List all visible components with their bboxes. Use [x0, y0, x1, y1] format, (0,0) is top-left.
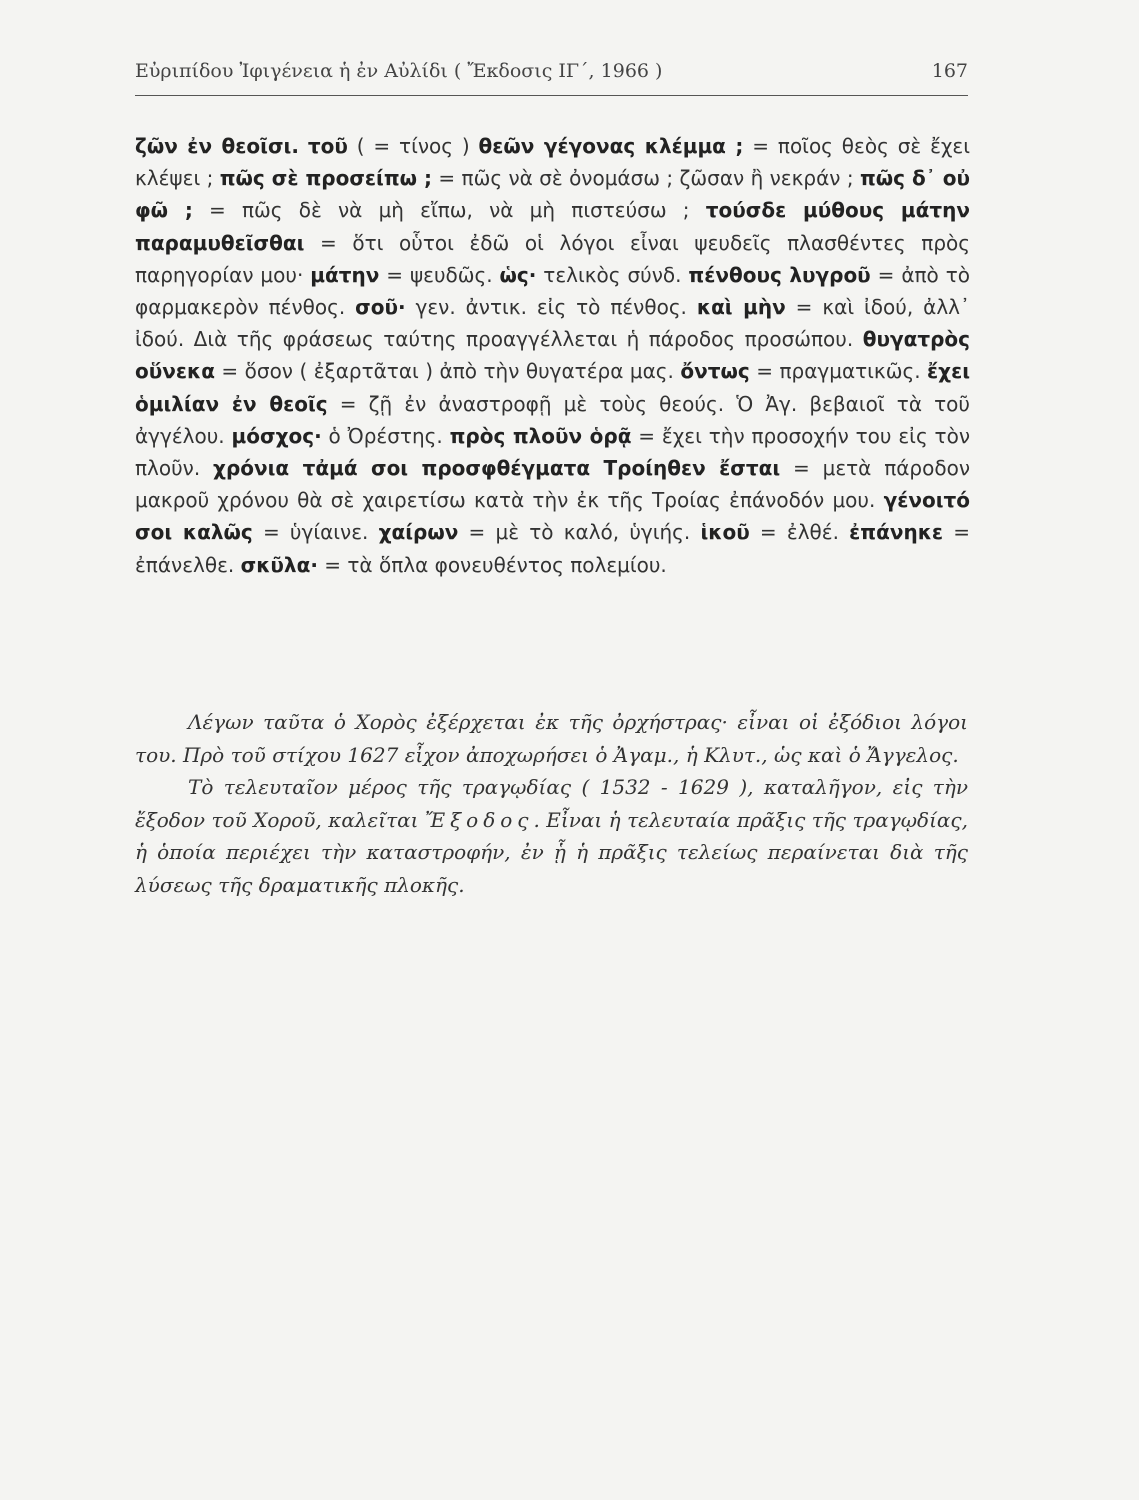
glossary-lemma: πένθους λυγροῦ — [688, 262, 871, 287]
glossary-lemma: μάτην — [310, 262, 380, 287]
glossary-explanation: ( = τίνος ) — [347, 134, 479, 158]
glossary-explanation: τελικὸς σύνδ. — [536, 262, 689, 287]
glossary-explanation: = πῶς νὰ σὲ ὀνομάσω ; ζῶσαν ἢ νεκράν ; — [432, 166, 860, 191]
glossary-paragraph — [135, 130, 970, 581]
glossary-lemma: πρὸς πλοῦν ὁρᾷ — [449, 423, 632, 448]
commentary-paragraph-1: Λέγων ταῦτα ὁ Χορὸς ἐξέρχεται ἐκ τῆς ὀρχήστρας· εἶναι οἱ ἐξόδιοι λόγοι του. Πρὸ τοῦ στίχου 1627 εἶχον ἀποχωρήσει ὁ Ἀγαμ., ἡ Κλυτ., ὡς καὶ ὁ Ἄγγελος. — [135, 710, 968, 767]
glossary-lemma: γένοιτό σοι καλῶς — [135, 488, 970, 545]
glossary-explanation: = τὰ ὅπλα φονευθέντος πολεμίου. — [317, 552, 667, 577]
glossary-explanation: γεν. ἀντικ. εἰς τὸ πένθος. — [405, 295, 697, 320]
glossary-lemma: πῶς δ᾽ οὐ φῶ ; — [135, 166, 970, 223]
glossary-explanation: = μετὰ πάροδον μακροῦ χρόνου θὰ σὲ χαιρετίσω κατὰ τὴν ἐκ τῆς Τροίας ἐπάνοδόν μου. — [135, 456, 970, 513]
glossary-lemma: σκῦλα· — [240, 552, 318, 577]
glossary-lemma: ἱκοῦ — [700, 520, 750, 545]
commentary — [135, 706, 968, 901]
glossary-lemma: καὶ μὴν — [696, 295, 786, 320]
glossary-explanation: = ἐπάνελθε. — [135, 520, 971, 577]
glossary-explanation: = ἐλθέ. — [749, 520, 850, 545]
glossary-explanation: = μὲ τὸ καλό, ὑγιής. — [458, 520, 701, 545]
header-rule — [135, 95, 968, 96]
glossary-lemma: θυγατρὸς οὕνεκα — [135, 327, 970, 384]
glossary-lemma: θεῶν γέγονας κλέμμα ; — [478, 134, 744, 158]
exodos-term: Ἔξοδος — [424, 807, 534, 832]
glossary-lemma: ὡς· — [499, 262, 537, 287]
glossary-lemma: μόσχος· — [231, 423, 322, 448]
glossary-lemma: τοῦ — [307, 134, 348, 158]
running-header — [135, 56, 968, 96]
glossary-explanation: = ζῇ ἐν ἀναστροφῇ μὲ τοὺς θεούς. Ὁ Ἀγ. βεβαιοῖ τὰ τοῦ ἀγγέλου. — [135, 391, 970, 448]
commentary-paragraph-2 — [135, 771, 968, 901]
glossary-explanation: = καὶ ἰδού, ἀλλ᾽ ἰδού. Διὰ τῆς φράσεως ταύτης προαγγέλλεται ἡ πάροδος προσώπου. — [135, 295, 970, 352]
glossary-explanation: = πραγματικῶς. — [749, 359, 928, 384]
glossary-lemma: ἐπάνηκε — [849, 520, 944, 545]
glossary-explanation: = πῶς δὲ νὰ μὴ εἴπω, νὰ μὴ πιστεύσω ; — [192, 198, 706, 223]
glossary-lemma: τούσδε μύθους μάτην παραμυθεῖσθαι — [135, 198, 970, 255]
glossary-lemma: σοῦ· — [355, 295, 406, 320]
glossary-lemma: ἔχει ὁμιλίαν ἐν θεοῖς — [135, 359, 971, 416]
glossary-explanation: ὁ Ὀρέστης. — [321, 423, 450, 448]
commentary-paragraph-2-start: Τὸ τελευταῖον μέρος τῆς τραγῳδίας ( 1532 - 1629 ), καταλῆγον, εἰς τὴν ἔξοδον τοῦ Χοροῦ, καλεῖται — [135, 775, 968, 832]
running-title: Εὐριπίδου Ἰφιγένεια ἡ ἐν Αὐλίδι ( Ἔκδοσις ΙΓ΄, 1966 ) — [135, 60, 663, 82]
glossary-explanation: = ὅσον ( ἐξαρτᾶται ) ἀπὸ τὴν θυγατέρα μας. — [214, 359, 681, 384]
glossary-explanation: = ἀπὸ τὸ φαρμακερὸν πένθος. — [135, 262, 970, 320]
glossary-explanation: = ποῖος θεὸς σὲ ἔχει κλέψει ; — [135, 134, 971, 191]
glossary-lemma: ὄντως — [680, 359, 750, 384]
page-number: 167 — [931, 60, 968, 82]
glossary-lemma: πῶς σὲ προσείπω ; — [219, 166, 433, 191]
glossary-explanation — [299, 134, 308, 158]
glossary-lemma: χρόνια τἀμά σοι προσφθέγματα Τροίηθεν ἔσται — [213, 456, 781, 481]
commentary-paragraph-2-end: . Εἶναι ἡ τελευταία πρᾶξις τῆς τραγῳδίας, ἡ ὁποία περιέχει τὴν καταστροφήν, ἐν ᾗ ἡ πρᾶξις τελείως περαίνεται διὰ τῆς λύσεως τῆς δραματικῆς πλοκῆς. — [135, 807, 968, 897]
glossary-explanation: = ὑγίαινε. — [252, 520, 379, 545]
glossary-explanation: = ψευδῶς. — [379, 262, 500, 287]
glossary-lemma: ζῶν ἐν θεοῖσι. — [135, 134, 299, 158]
glossary-lemma: χαίρων — [378, 520, 459, 545]
glossary-explanation: = ὅτι οὗτοι ἐδῶ οἱ λόγοι εἶναι ψευδεῖς πλασθέντες πρὸς παρηγορίαν μου· — [135, 230, 970, 287]
glossary-explanation: = ἔχει τὴν προσοχήν του εἰς τὸν πλοῦν. — [135, 423, 970, 481]
